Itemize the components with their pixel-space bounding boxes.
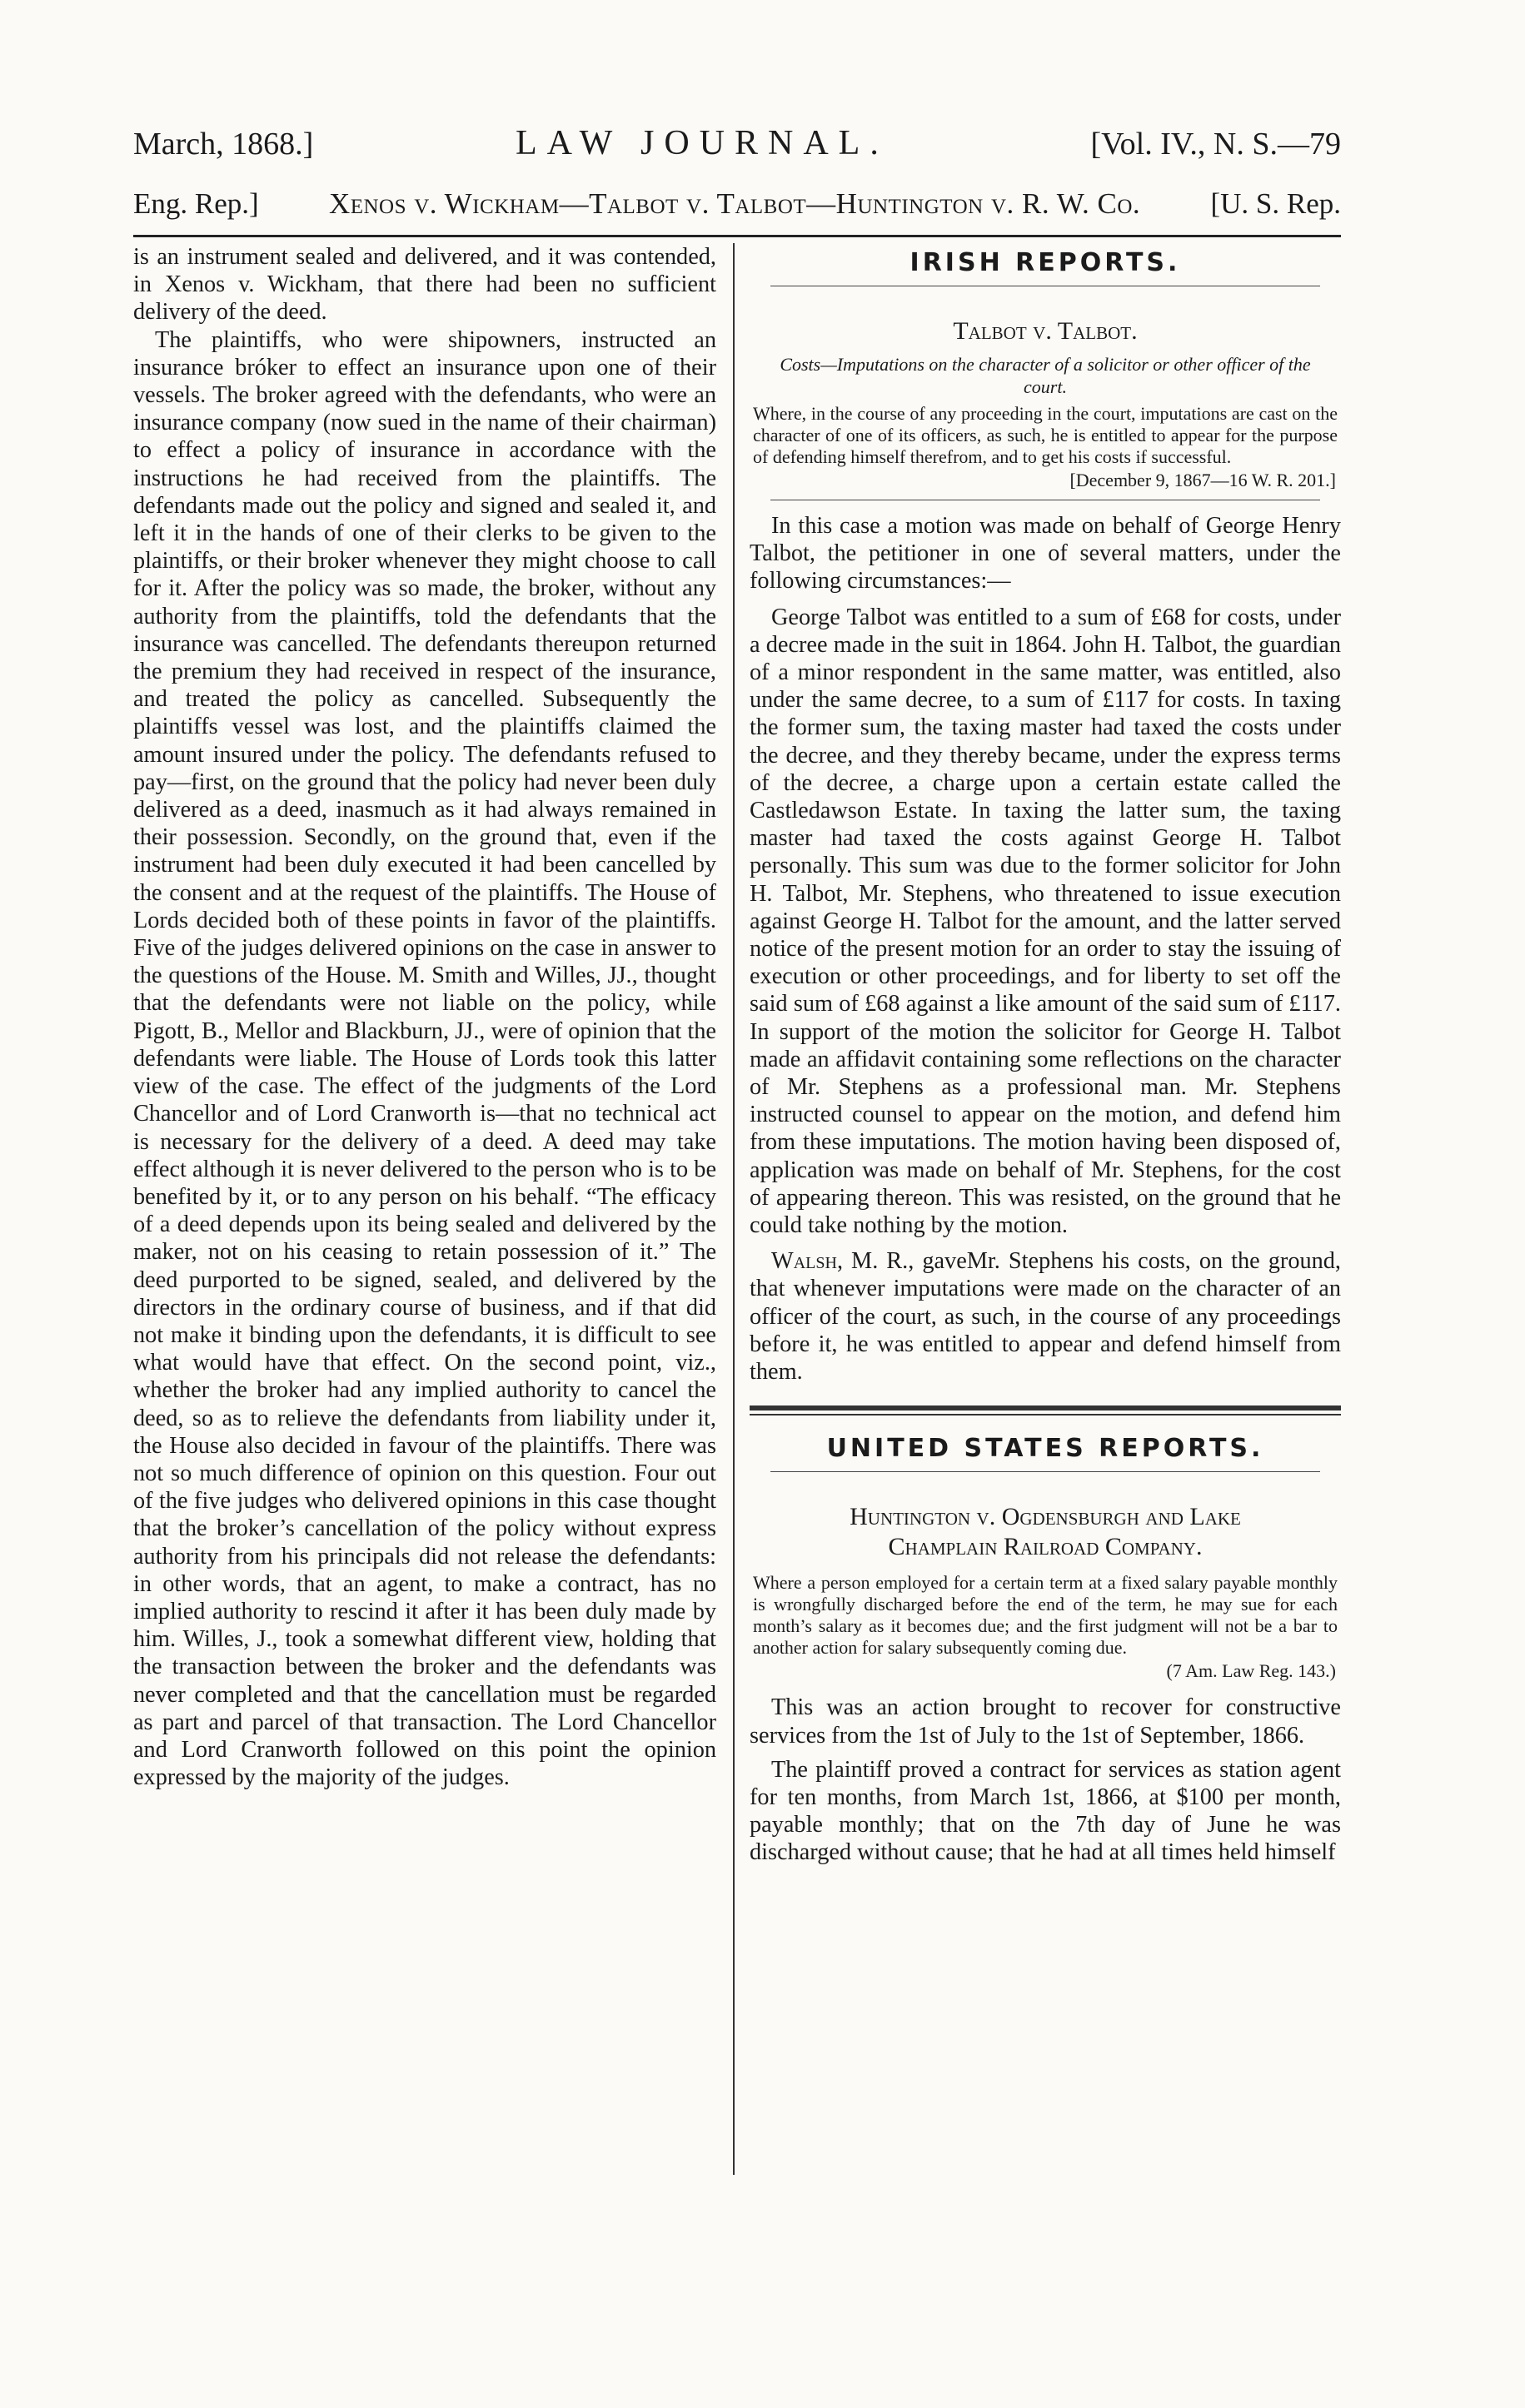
judge-name: Walsh: [771, 1248, 837, 1275]
left-paragraph-2: The plaintiffs, who were shipowners, instructed an insurance bróker to effect an insurance upon one of their vessels. The broker agreed with the defendants, who were an insurance company (now sued in the name of their chairman) to effect a policy of insurance in accordance with the instructions he had received from the plaintiffs. The defendants made out the policy and signed and sealed it, and left it in the hands of one of their clerks to be given to the plaintiffs, or their broker whenever they might choose to call for it. After the policy was so made, the broker, without any authority from the plaintiffs, told the defendants that the insurance was cancelled. The defendants thereupon returned the premium they had received in respect of the insurance, and treated the policy as cancelled. Subsequently the plaintiffs vessel was lost, and the plaintiffs claimed the amount insured under the policy. The defendants refused to pay—first, on the ground that the policy had never been duly delivered as a deed, inasmuch as it had always remained in their possession. Secondly, on the ground that, even if the instrument had been duly executed it had been cancelled by the consent and at the request of the plaintiffs. The House of Lords decided both of these points in favor of the plaintiffs. Five of the judges delivered opinions on the case in answer to the questions of the House. M. Smith and Willes, JJ., thought that the defendants were not liable on the policy, while Pigott, B., Mellor and Blackburn, JJ., were of opinion that the defendants were liable. The House of Lords took this latter view of the case. The effect of the judgments of the Lord Chancellor and of Lord Cranworth is—that no technical act is necessary for the delivery of a deed. A deed may take effect although it is never delivered to the person who is to be benefited by it, or to any person on his behalf. “The efficacy of a deed depends upon its being sealed and delivered by the maker, not on his ceasing to retain possession of it.” The deed purported to be signed, sealed, and delivered by the directors in the ordinary course of business, and if that did not make it binding upon the defendants, it is difficult to see what would have that effect. On the second point, viz., whether the broker had any implied authority to cancel the deed, so as to relieve the defendants from liability under it, the House also decided in favour of the plaintiffs. There was not so much difference of opinion on this question. Four out of the five judges who delivered opinions in this case thought that the broker’s cancellation of the policy without express authority from his principals did not release the defendants: in other words, that an agent, to make a contract, has no implied authority to rescind it after it has been duly made by him. Willes, J., took a somewhat different view, holding that the transaction between the broker and the defendants was never completed and that the cancellation must be regarded as part and parcel of that transaction. The Lord Chancellor and Lord Cranworth followed on this point the opinion expressed by the majority of the judges.: [133, 326, 716, 1791]
header-date: March, 1868.]: [133, 127, 314, 162]
section-break-thick: [750, 1405, 1341, 1410]
header-journal-title: LAW JOURNAL.: [515, 124, 889, 162]
column-divider: [733, 243, 735, 2175]
talbot-keywords: Costs—Imputations on the character of a solicitor or other officer of the court.: [780, 354, 1311, 397]
huntington-title-line-2: Champlain Railroad Company.: [888, 1533, 1203, 1561]
judgment-text: , M. R., gaveMr. Stephens his costs, on the ground, that whenever imputations were made on the character of an officer of the court, as such, in the course of any proceedings before it, he was entitled to appear and defend himself from them.: [750, 1248, 1341, 1386]
subhead-cases: Xenos v. Wickham—Talbot v. Talbot—Huntington v. R. W. Co.: [328, 187, 1141, 220]
left-paragraph-1: is an instrument sealed and delivered, and it was contended, in Xenos v. Wickham, that there had been no sufficient delivery of the deed.: [133, 244, 716, 326]
huntington-paragraph-2: The plaintiff proved a contract for services as station agent for ten months, from March 1st, 1866, at $100 per month, payable monthly; that on the 7th day of June he was discharged without cause; that he had at all times held himself: [750, 1756, 1341, 1866]
irish-reports-heading: IRISH REPORTS.: [910, 248, 1181, 277]
talbot-paragraph-1: In this case a motion was made on behalf of George Henry Talbot, the petitioner in one of several matters, under the following circumstances:—: [750, 513, 1341, 595]
talbot-citation: [December 9, 1867—16 W. R. 201.]: [1069, 470, 1336, 490]
subhead-left: Eng. Rep.]: [133, 187, 259, 220]
us-reports-heading: UNITED STATES REPORTS.: [826, 1434, 1264, 1464]
section-break-thin: [750, 1414, 1341, 1415]
running-subhead: [133, 187, 1341, 227]
header-volume: [Vol. IV., N. S.—79: [1090, 127, 1341, 162]
us-section-rule: [770, 1471, 1320, 1472]
talbot-paragraph-2: George Talbot was entitled to a sum of £68 for costs, under a decree made in the suit in 1864. John H. Talbot, the guardian of a minor respondent in the same matter, was entitled, also under the same decree, to a sum of £117 for costs. In taxing the former sum, the taxing master had taxed the costs under the decree, and they thereby became, under the express terms of the decree, a charge upon a certain estate called the Castledawson Estate. In taxing the latter sum, the taxing master had taxed the costs against George H. Talbot personally. This sum was due to the former solicitor for John H. Talbot, Mr. Stephens, who threatened to issue execution against George H. Talbot for the amount, and the latter served notice of the present motion for an order to stay the issuing of execution or other proceedings, and for liberty to set off the said sum of £68 against a like amount of the said sum of £117. In support of the motion the solicitor for George H. Talbot made an affidavit containing some reflections on the character of Mr. Stephens as a professional man. Mr. Stephens instructed counsel to appear on the motion, and defend him from these imputations. The motion having been disposed of, application was made on behalf of Mr. Stephens, for the cost of appearing thereon. This was resisted, on the ground that he could take nothing by the motion.: [750, 604, 1341, 1239]
huntington-paragraph-1: This was an action brought to recover for constructive services from the 1st of July to the 1st of September, 1866.: [750, 1694, 1341, 1749]
huntington-citation: (7 Am. Law Reg. 143.): [1166, 1660, 1336, 1682]
talbot-judgment: [750, 1247, 1341, 1386]
subhead-right: [U. S. Rep.: [1210, 187, 1341, 220]
huntington-case-title: [750, 1502, 1341, 1562]
huntington-title-line-1: Huntington v. Ogdensburgh and Lake: [850, 1503, 1241, 1531]
running-head: [133, 123, 1341, 165]
talbot-case-title: Talbot v. Talbot.: [953, 317, 1138, 345]
header-rule: [133, 235, 1341, 237]
talbot-headnote: Where, in the course of any proceeding in the court, imputations are cast on the character of one of its officers, as such, he is entitled to appear for the purpose of defending himself therefrom, and to get his costs if successful.: [753, 403, 1338, 467]
right-column: [750, 243, 1341, 2183]
huntington-headnote: Where a person employed for a certain term at a fixed salary payable monthly is wrongfully discharged before the end of the term, he may sue for each month’s salary as it becomes due; and the first judgment will not be a bar to another action for salary subsequently coming due.: [753, 1572, 1338, 1659]
left-column: [133, 243, 716, 2183]
